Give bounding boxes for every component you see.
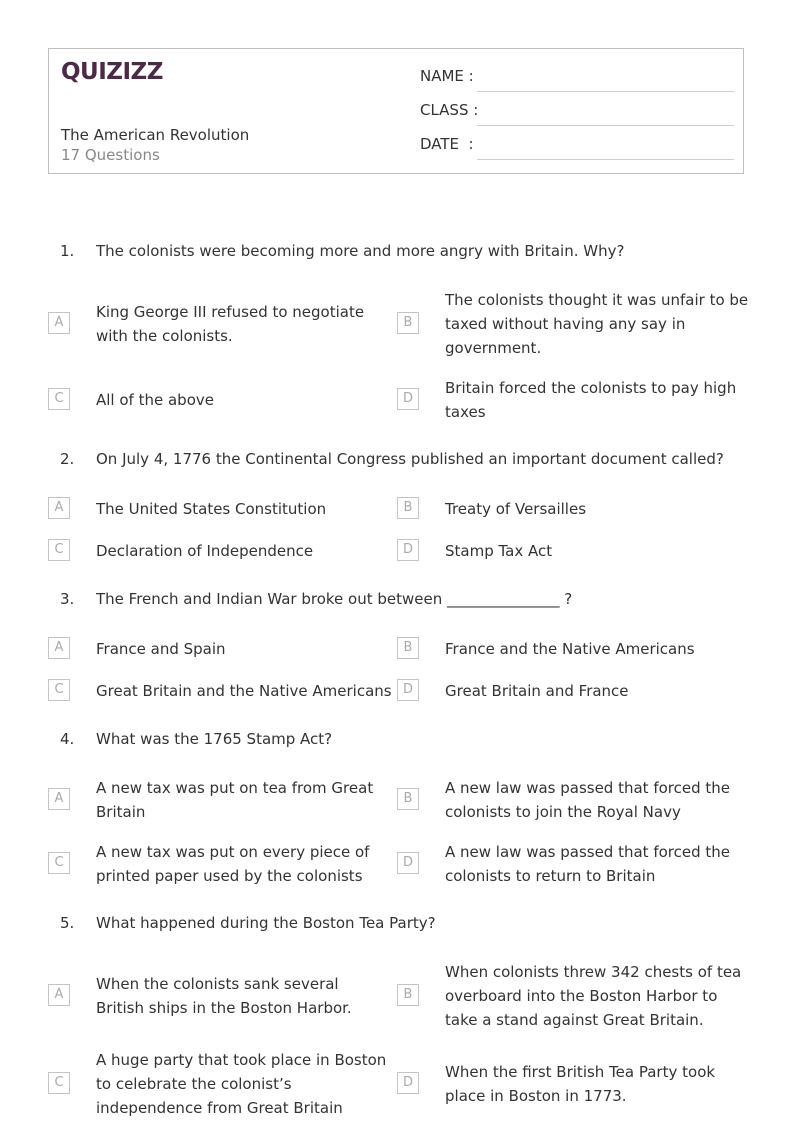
option-b-box[interactable]: B <box>397 312 419 334</box>
worksheet-title: The American Revolution <box>61 126 250 144</box>
question-number: 2. <box>60 450 75 468</box>
question-text: What was the 1765 Stamp Act? <box>96 730 333 748</box>
class-field[interactable] <box>420 101 734 125</box>
option-a-text: When the colonists sank several British ships in the Boston Harbor. <box>96 975 352 1017</box>
option-c-text: Great Britain and the Native Americans <box>96 682 392 700</box>
question-text: On July 4, 1776 the Continental Congress published an important document called? <box>96 450 724 468</box>
option-c-box[interactable]: C <box>48 388 70 410</box>
option-b-box[interactable]: B <box>397 637 419 659</box>
option-a-box[interactable]: A <box>48 637 70 659</box>
question-count: 17 Questions <box>61 146 160 164</box>
option-a-text: A new tax was put on tea from Great Britain <box>96 779 374 821</box>
option-d-box[interactable]: D <box>397 1072 419 1094</box>
option-a-text: France and Spain <box>96 640 226 658</box>
worksheet-header <box>48 48 744 174</box>
option-d-box[interactable]: D <box>397 852 419 874</box>
option-d-box[interactable]: D <box>397 679 419 701</box>
option-a-box[interactable]: A <box>48 788 70 810</box>
question-number: 4. <box>60 730 75 748</box>
option-a-text: King George III refused to negotiate with the colonists. <box>96 303 365 345</box>
question-number: 1. <box>60 242 75 260</box>
question-text: The French and Indian War broke out between _______________ ? <box>96 590 573 608</box>
option-b-box[interactable]: B <box>397 788 419 810</box>
option-d-text: Stamp Tax Act <box>445 542 553 560</box>
name-line <box>477 91 734 92</box>
option-d-text: Great Britain and France <box>445 682 629 700</box>
option-c-text: A new tax was put on every piece of printed paper used by the colonists <box>96 843 370 885</box>
class-label: CLASS : <box>420 101 479 119</box>
option-d-text: A new law was passed that forced the colonists to return to Britain <box>445 843 731 885</box>
option-c-box[interactable]: C <box>48 1072 70 1094</box>
question-number: 3. <box>60 590 75 608</box>
option-c-box[interactable]: C <box>48 679 70 701</box>
option-b-text: When colonists threw 342 chests of tea overboard into the Boston Harbor to take a stand against Great Britain. <box>445 963 742 1029</box>
date-label: DATE : <box>420 135 474 153</box>
option-c-box[interactable]: C <box>48 852 70 874</box>
question-number: 5. <box>60 914 75 932</box>
option-c-text: All of the above <box>96 391 214 409</box>
name-label: NAME : <box>420 67 474 85</box>
option-c-text: Declaration of Independence <box>96 542 314 560</box>
date-line <box>477 159 734 160</box>
question-text: What happened during the Boston Tea Party? <box>96 914 436 932</box>
option-a-box[interactable]: A <box>48 497 70 519</box>
option-d-text: Britain forced the colonists to pay high taxes <box>445 379 737 421</box>
option-d-box[interactable]: D <box>397 539 419 561</box>
name-field[interactable] <box>420 67 734 91</box>
option-c-text: A huge party that took place in Boston to celebrate the colonist’s independence from Great Britain <box>96 1051 387 1117</box>
option-b-box[interactable]: B <box>397 984 419 1006</box>
option-d-text: When the first British Tea Party took place in Boston in 1773. <box>445 1063 716 1105</box>
option-d-box[interactable]: D <box>397 388 419 410</box>
option-a-box[interactable]: A <box>48 312 70 334</box>
option-c-box[interactable]: C <box>48 539 70 561</box>
option-a-box[interactable]: A <box>48 984 70 1006</box>
class-line <box>477 125 734 126</box>
option-b-text: Treaty of Versailles <box>445 500 587 518</box>
option-b-text: The colonists thought it was unfair to be taxed without having any say in government. <box>445 291 749 357</box>
option-b-text: France and the Native Americans <box>445 640 695 658</box>
quizizz-logo: QUIZIZZ <box>61 59 163 85</box>
question-text: The colonists were becoming more and more angry with Britain. Why? <box>96 242 625 260</box>
option-b-text: A new law was passed that forced the colonists to join the Royal Navy <box>445 779 731 821</box>
option-b-box[interactable]: B <box>397 497 419 519</box>
date-field[interactable] <box>420 135 734 159</box>
option-a-text: The United States Constitution <box>96 500 327 518</box>
